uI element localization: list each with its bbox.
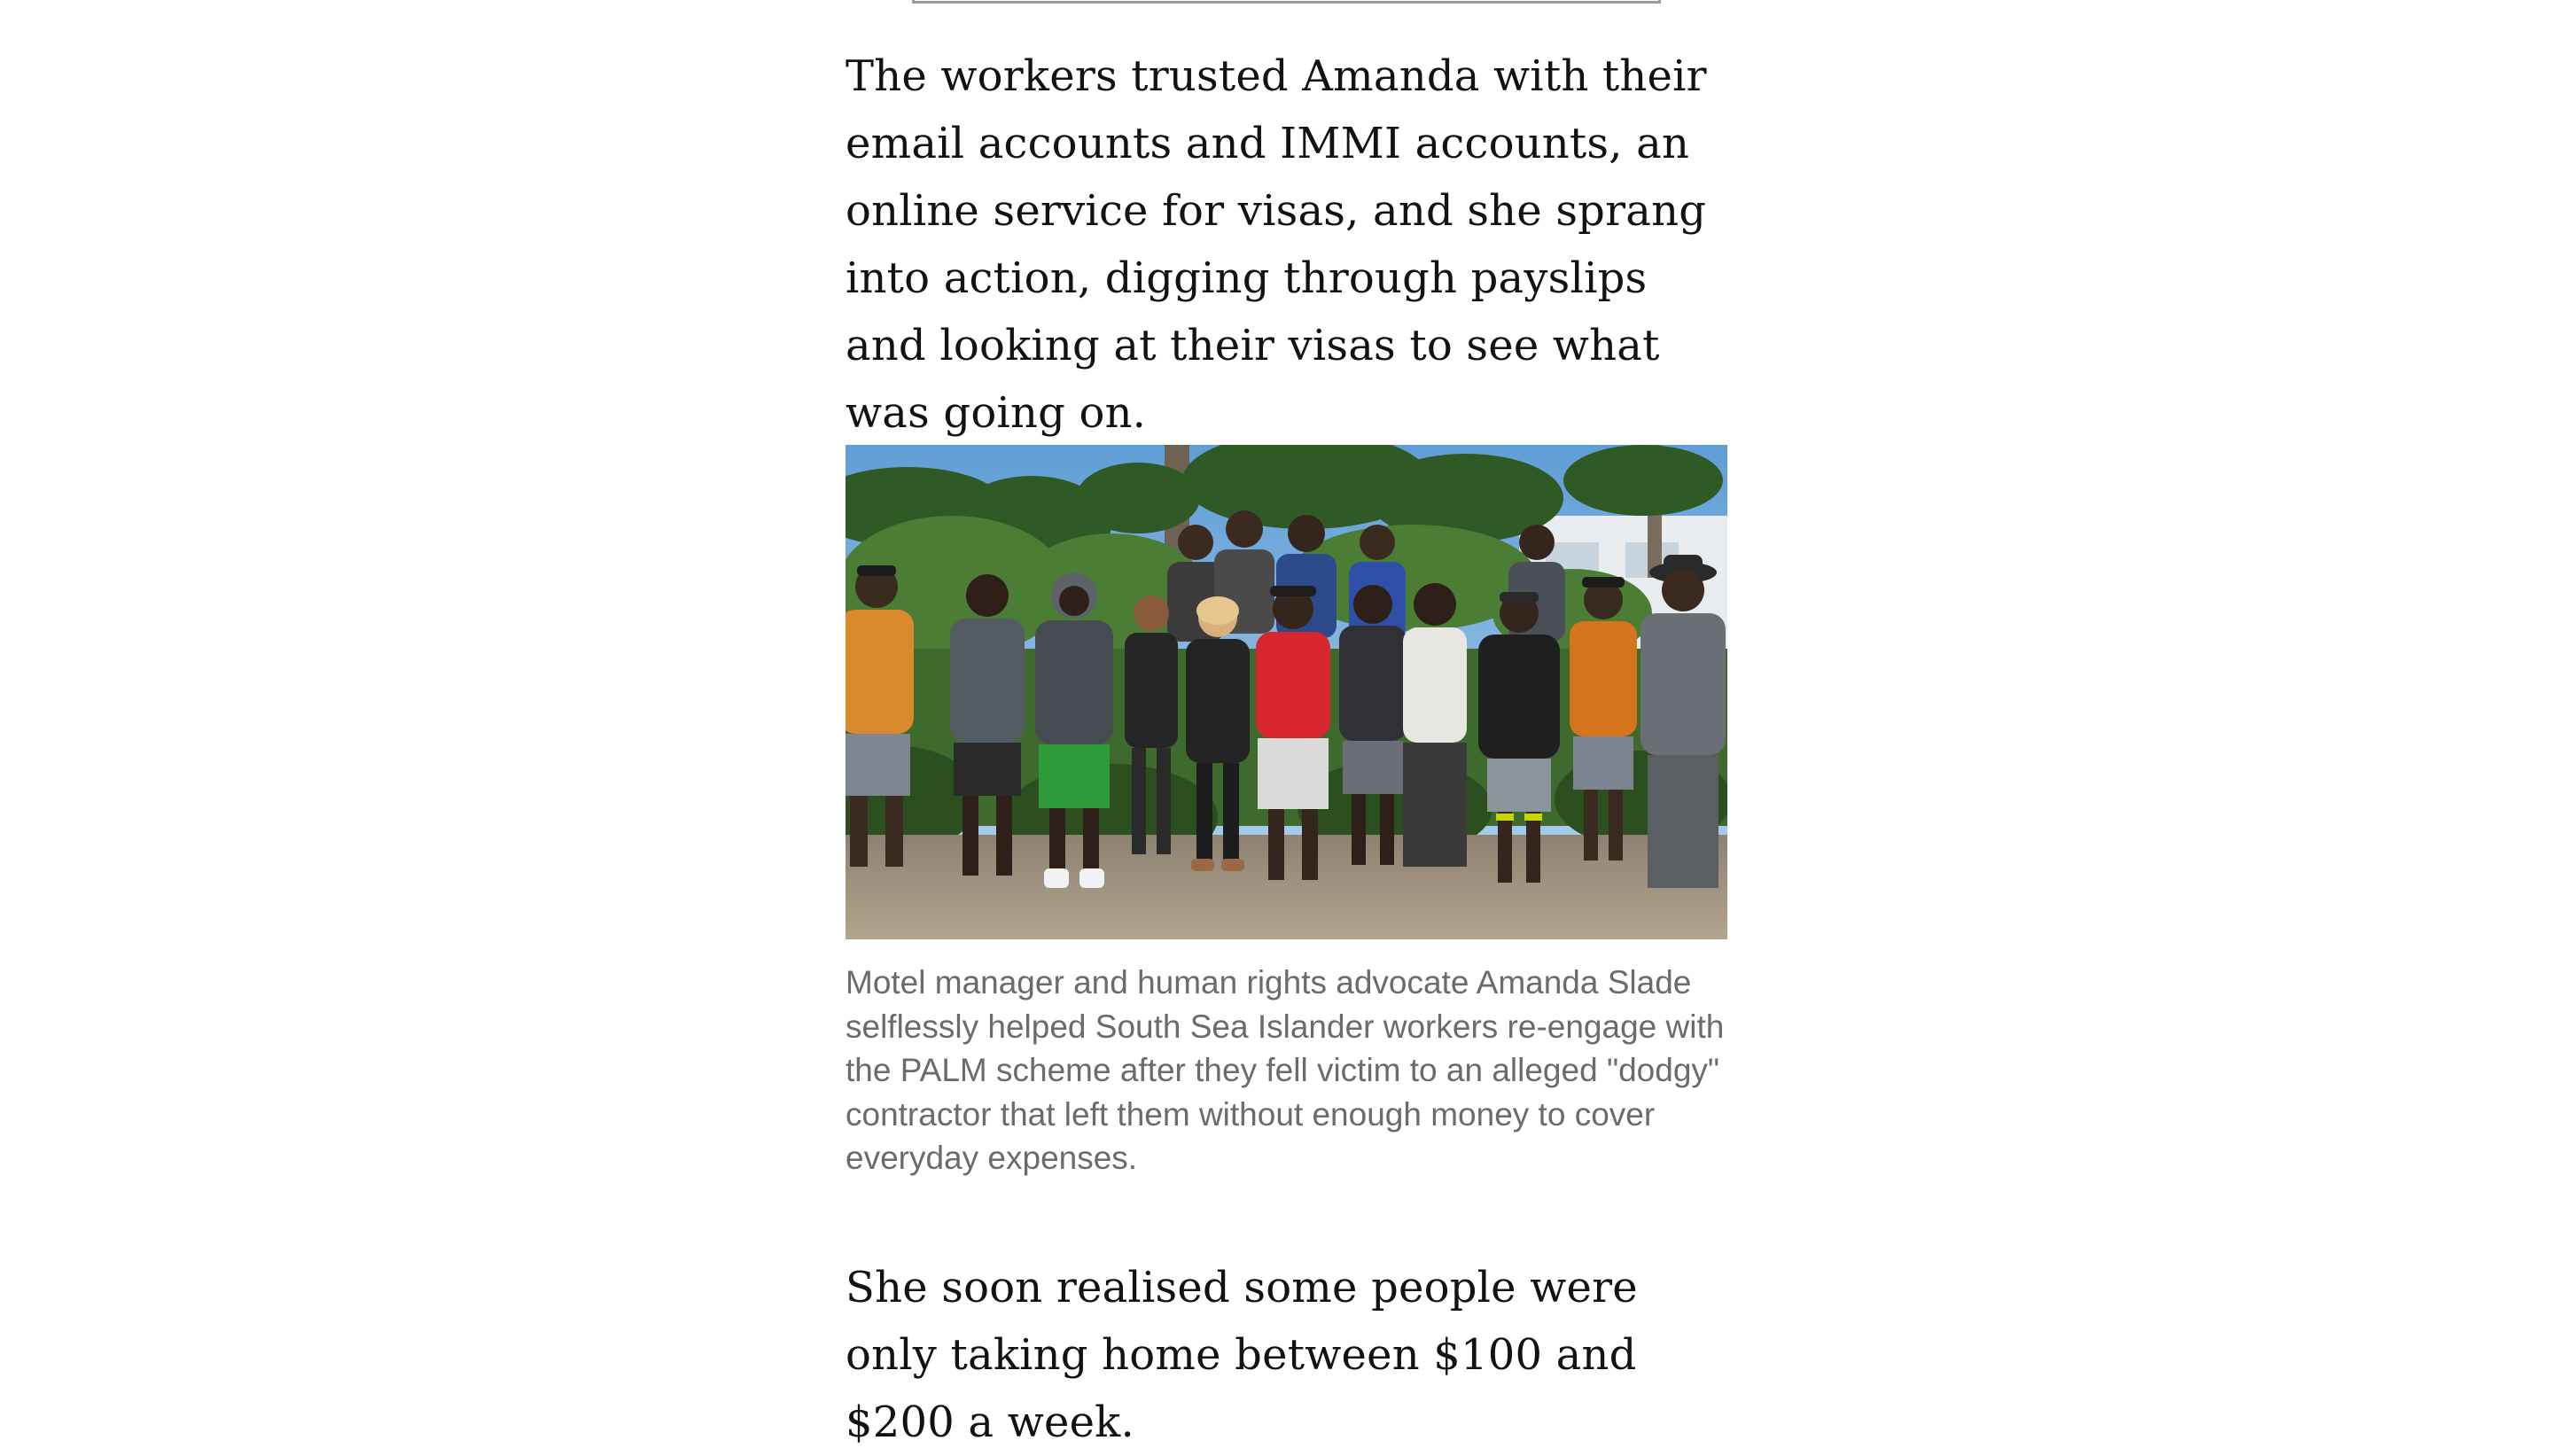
photo-caption: Motel manager and human rights advocate Amanda Slade selflessly helped South Sea Islander workers re-engage with the PALM scheme after they fell victim to an alleged "dodgy" contractor that left them without enough money to cover everyday expenses. [846,964,1725,1176]
article-paragraph: She soon realised some people were only taking home between $100 and $200 a week. [846,1263,1638,1447]
article-paragraph: The workers trusted Amanda with their email accounts and IMMI accounts, an online service for visas, and she sprang into action, digging through payslips and looking at their visas to see what was going on. [846,51,1707,438]
previous-embed-frame-edge [912,0,1661,4]
group-photo-illustration [846,445,1727,939]
article-photo [846,445,1727,939]
